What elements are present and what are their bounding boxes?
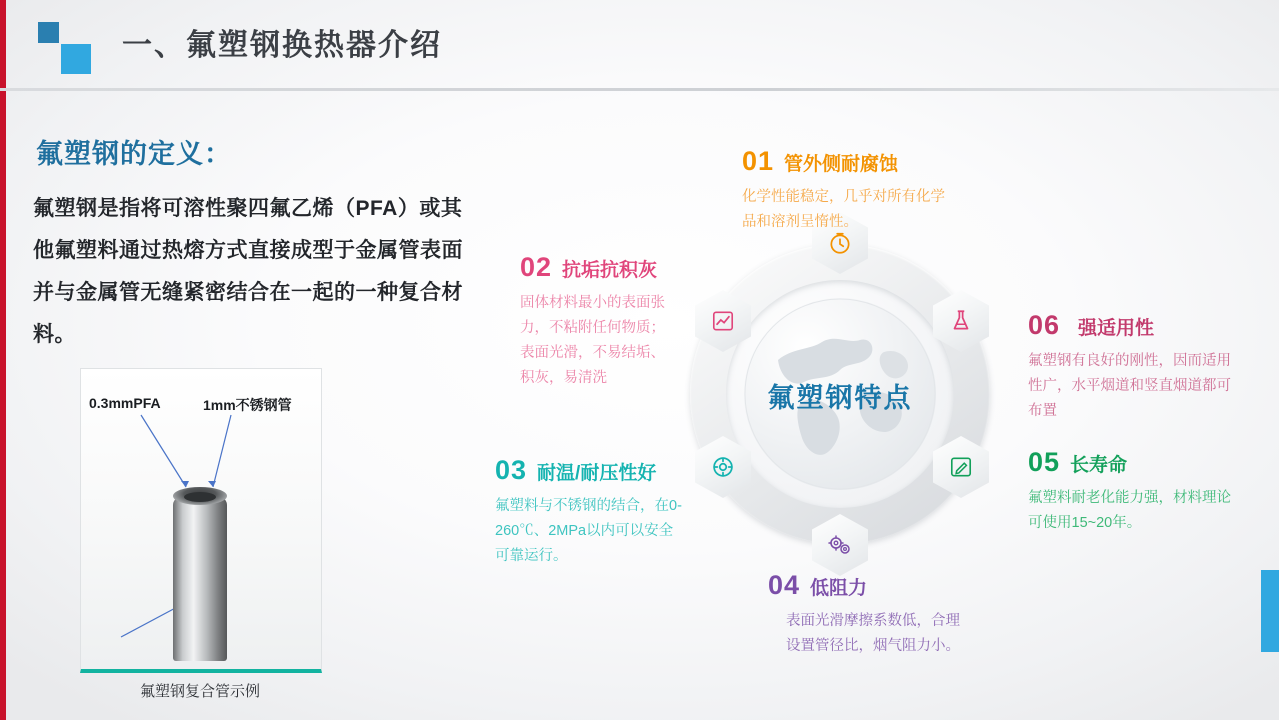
feature-item-06 bbox=[1028, 310, 1243, 424]
pipe-body bbox=[173, 491, 227, 661]
feature-number: 06 bbox=[1028, 310, 1061, 340]
feature-description: 表面光滑摩擦系数低，合理设置管径比，烟气阻力小。 bbox=[786, 613, 960, 654]
feature-title: 耐温/耐压性好 bbox=[537, 463, 657, 484]
feature-title: 强适用性 bbox=[1078, 318, 1155, 339]
feature-item-02 bbox=[520, 252, 700, 391]
feature-item-03 bbox=[495, 455, 700, 569]
feature-description: 氟塑料与不锈钢的结合，在0-260℃、2MPa以内可以安全可靠运行。 bbox=[495, 498, 682, 564]
feature-description: 氟塑钢有良好的刚性，因而适用性广，水平烟道和竖直烟道都可布置 bbox=[1028, 353, 1231, 419]
features-ring-diagram bbox=[690, 244, 990, 544]
left-red-bar bbox=[0, 0, 6, 720]
page-title: 一、氟塑钢换热器介绍 bbox=[122, 29, 442, 62]
header-decoration-squares bbox=[38, 22, 98, 68]
feature-item-01 bbox=[742, 146, 972, 235]
flask-icon bbox=[948, 308, 974, 334]
feature-description: 氟塑料耐老化能力强，材料理论可使用15~20年。 bbox=[1028, 490, 1231, 531]
chart-icon bbox=[710, 308, 736, 334]
feature-title: 长寿命 bbox=[1070, 455, 1128, 476]
gears-icon bbox=[826, 532, 854, 558]
feature-number: 01 bbox=[742, 146, 775, 176]
feature-number: 02 bbox=[520, 252, 553, 282]
feature-item-04 bbox=[768, 570, 968, 659]
photo-label-pfa: 0.3mmPFA bbox=[89, 395, 161, 411]
feature-number: 03 bbox=[495, 455, 528, 485]
feature-title: 管外侧耐腐蚀 bbox=[784, 154, 899, 175]
diagram-center-title: 氟塑钢特点 bbox=[767, 383, 913, 413]
photo-caption: 氟塑钢复合管示例 bbox=[139, 683, 260, 700]
feature-description: 固体材料最小的表面张力，不粘附任何物质；表面光滑，不易结垢、积灰，易清洗 bbox=[520, 295, 665, 386]
feature-number: 04 bbox=[768, 570, 801, 600]
pencil-icon bbox=[948, 454, 974, 480]
header-divider bbox=[0, 88, 1279, 91]
recycle-icon bbox=[710, 454, 736, 480]
feature-description: 化学性能稳定，几乎对所有化学品和溶剂呈惰性。 bbox=[742, 189, 945, 230]
square-light-icon bbox=[61, 44, 91, 74]
photo-label-steel: 1mm不锈钢管 bbox=[203, 397, 292, 413]
feature-number: 05 bbox=[1028, 447, 1061, 477]
right-blue-tab bbox=[1261, 570, 1279, 652]
definition-body: 氟塑钢是指将可溶性聚四氟乙烯（PFA）或其他氟塑料通过热熔方式直接成型于金属管表面并与金属管无缝紧密结合在一起的一种复合材料。 bbox=[33, 197, 463, 346]
feature-title: 抗垢抗积灰 bbox=[562, 260, 658, 281]
feature-title: 低阻力 bbox=[810, 578, 868, 599]
composite-pipe-photo bbox=[80, 368, 322, 673]
definition-heading: 氟塑钢的定义： bbox=[36, 139, 232, 169]
pipe-bore bbox=[184, 492, 216, 502]
square-dark-icon bbox=[38, 22, 59, 43]
feature-item-05 bbox=[1028, 447, 1238, 536]
